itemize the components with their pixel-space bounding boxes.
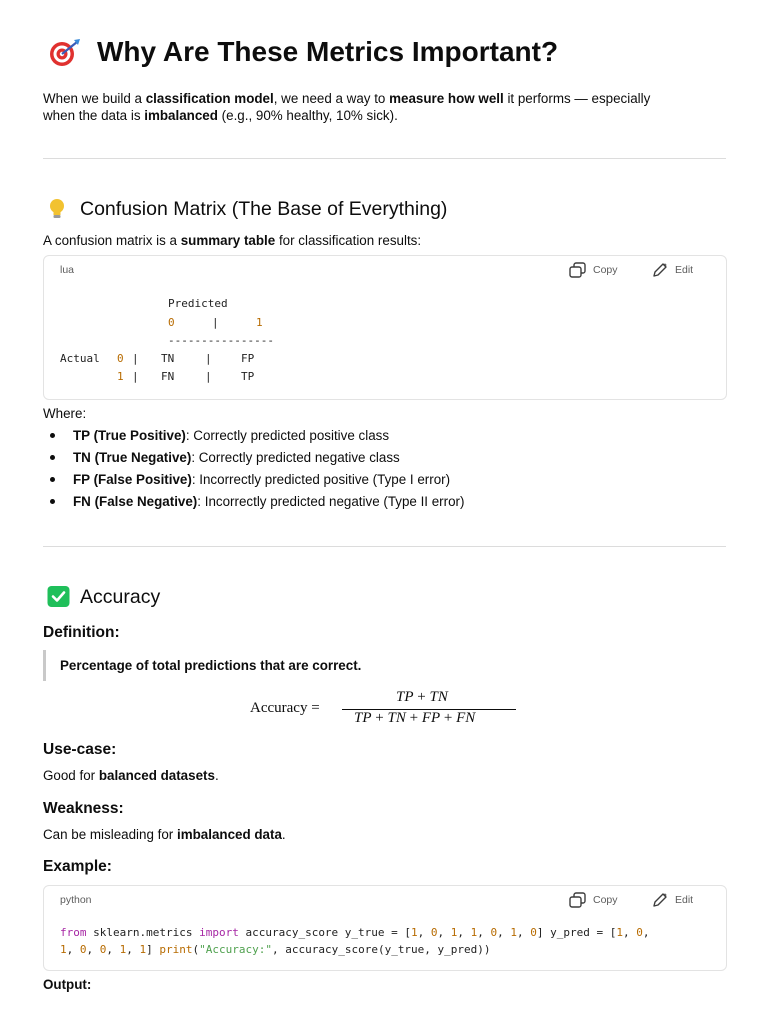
copy-button[interactable]: Copy bbox=[569, 262, 618, 278]
bullet-dot bbox=[50, 499, 55, 504]
section-title-confusion-matrix: Confusion Matrix (The Base of Everything) bbox=[80, 198, 448, 220]
divider bbox=[43, 158, 726, 159]
code-pipe: | bbox=[132, 352, 139, 365]
code-col-1: 1 bbox=[256, 316, 263, 329]
edit-icon bbox=[651, 262, 669, 278]
section-title-accuracy: Accuracy bbox=[80, 586, 161, 608]
edit-button[interactable]: Edit bbox=[651, 262, 693, 278]
code-fn: FN bbox=[161, 370, 175, 383]
copy-icon bbox=[569, 892, 587, 908]
code-tp: TP bbox=[241, 370, 255, 383]
code-pipe: | bbox=[132, 370, 139, 383]
blockquote-bar bbox=[43, 650, 46, 681]
copy-icon bbox=[569, 262, 587, 278]
list-item: FN (False Negative): Incorrectly predicted negative (Type II error) bbox=[73, 494, 465, 509]
code-fp: FP bbox=[241, 352, 255, 365]
check-box-icon bbox=[47, 586, 70, 607]
code-block-confusion bbox=[43, 255, 727, 400]
code-dashes: ---------------- bbox=[168, 334, 274, 347]
list-item: FP (False Positive): Incorrectly predicted positive (Type I error) bbox=[73, 472, 451, 487]
definition-text: Percentage of total predictions that are correct. bbox=[60, 658, 362, 673]
code-col-0: 0 bbox=[168, 316, 175, 329]
target-icon bbox=[47, 38, 83, 68]
usecase-text: Good for balanced datasets. bbox=[43, 768, 219, 783]
intro-paragraph: When we build a classification model, we need a way to measure how well it performs — especially when the data is imbalanced (e.g., 90% healthy, 10% sick). bbox=[43, 91, 651, 123]
code-col-sep: | bbox=[212, 316, 219, 329]
formula-lhs: Accuracy = bbox=[250, 700, 320, 716]
formula-numerator: TP + TN bbox=[396, 689, 448, 705]
code-actual: Actual bbox=[60, 352, 100, 365]
formula-denominator: TP + TN + FP + FN bbox=[354, 710, 476, 726]
divider bbox=[43, 546, 726, 547]
page-title: Why Are These Metrics Important? bbox=[97, 36, 559, 67]
code-predicted: Predicted bbox=[168, 297, 228, 310]
output-heading: Output: bbox=[43, 977, 92, 992]
code-row-0: 0 bbox=[117, 352, 124, 365]
code-line-2: 1, 0, 0, 1, 1] print("Accuracy:", accuracy_score(y_true, y_pred)) bbox=[60, 943, 491, 956]
code-line-1: from sklearn.metrics import accuracy_score y_true = [1, 0, 1, 1, 0, 1, 0] y_pred = [1, 0, bbox=[60, 926, 650, 939]
edit-button[interactable]: Edit bbox=[651, 892, 693, 908]
confusion-description: A confusion matrix is a summary table for classification results: bbox=[43, 233, 422, 248]
code-language-label: lua bbox=[60, 264, 75, 276]
bullet-dot bbox=[50, 433, 55, 438]
where-label: Where: bbox=[43, 406, 87, 421]
copy-button[interactable]: Copy bbox=[569, 892, 618, 908]
code-tn: TN bbox=[161, 352, 175, 365]
bullet-dot bbox=[50, 455, 55, 460]
list-item: TN (True Negative): Correctly predicted negative class bbox=[73, 450, 400, 465]
weakness-heading: Weakness: bbox=[43, 800, 124, 817]
code-language-label: python bbox=[60, 894, 92, 906]
code-pipe: | bbox=[205, 352, 212, 365]
list-item: TP (True Positive): Correctly predicted positive class bbox=[73, 428, 390, 443]
lightbulb-icon bbox=[48, 198, 66, 220]
code-row-1: 1 bbox=[117, 370, 124, 383]
edit-icon bbox=[651, 892, 669, 908]
code-block-python bbox=[43, 885, 727, 971]
usecase-heading: Use-case: bbox=[43, 741, 117, 758]
code-pipe: | bbox=[205, 370, 212, 383]
definition-heading: Definition: bbox=[43, 624, 120, 641]
bullet-dot bbox=[50, 477, 55, 482]
weakness-text: Can be misleading for imbalanced data. bbox=[43, 827, 286, 842]
example-heading: Example: bbox=[43, 858, 112, 875]
